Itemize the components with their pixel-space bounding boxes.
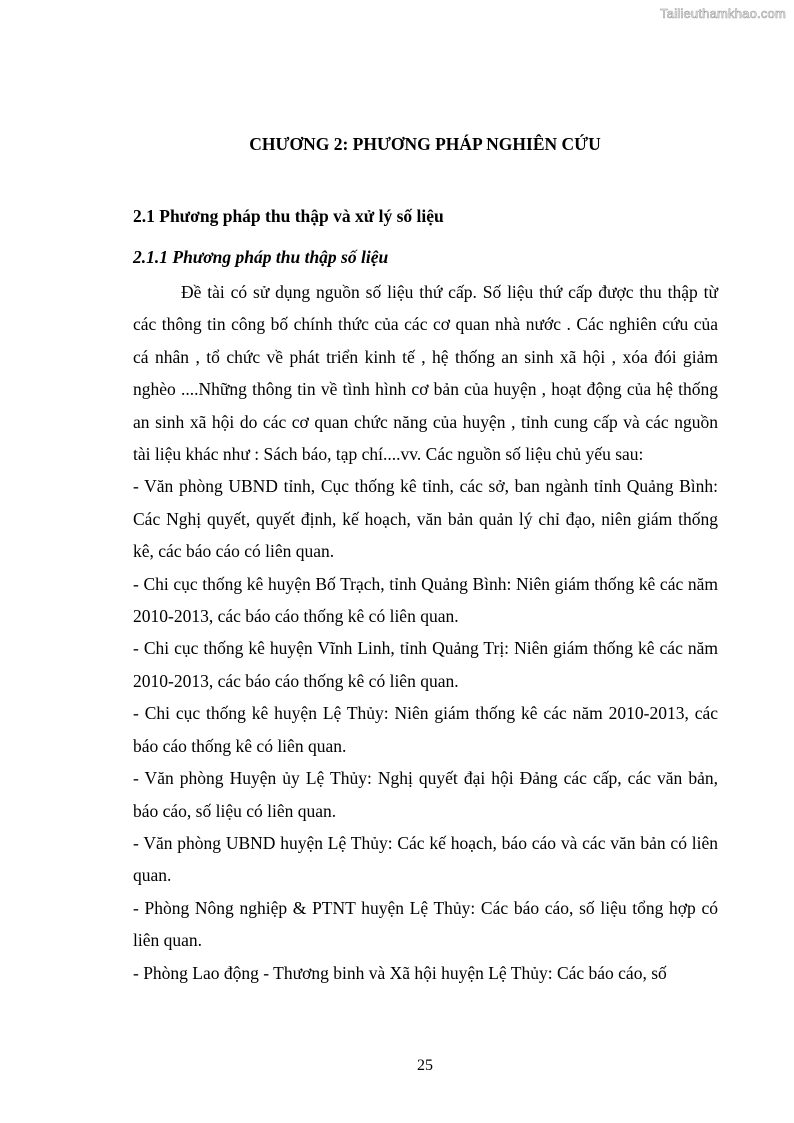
source-item: - Văn phòng UBND tỉnh, Cục thống kê tỉnh, các sở, ban ngành tỉnh Quảng Bình: Các Nghị quyết, quyết định, kế hoạch, văn bản quản lý chỉ đạo, niên giám thống kê, các báo cáo có liên quan. (133, 476, 718, 562)
section-heading: 2.1 Phương pháp thu thập và xử lý số liệu (133, 206, 444, 226)
source-item: - Chi cục thống kê huyện Lệ Thủy: Niên giám thống kê các năm 2010-2013, các báo cáo thống kê có liên quan. (133, 703, 718, 756)
intro-paragraph: Đề tài có sử dụng nguồn số liệu thứ cấp. Số liệu thứ cấp được thu thập từ các thông tin công bố chính thức của các cơ quan nhà nước . Các nghiên cứu của cá nhân , tổ chức về phát triển kinh tế , hệ thống an sinh xã hội , xóa đói giảm nghèo ....Những thông tin về tình hình cơ bản của huyện , hoạt động của hệ thống an sinh xã hội do các cơ quan chức năng của huyện , tỉnh cung cấp và các nguồn tài liệu khác như : Sách báo, tạp chí....vv. Các nguồn số liệu chủ yếu sau: (133, 282, 718, 465)
source-item: - Văn phòng Huyện ủy Lệ Thủy: Nghị quyết đại hội Đảng các cấp, các văn bản, báo cáo, số liệu có liên quan. (133, 768, 718, 821)
source-item: - Phòng Lao động - Thương binh và Xã hội huyện Lệ Thủy: Các báo cáo, số (133, 962, 667, 983)
source-item: - Phòng Nông nghiệp & PTNT huyện Lệ Thủy: Các báo cáo, số liệu tổng hợp có liên quan. (133, 897, 718, 951)
subsection-heading: 2.1.1 Phương pháp thu thập số liệu (133, 247, 389, 267)
watermark: Tailieuthamkhao.com (660, 6, 786, 21)
body-text (133, 276, 718, 989)
source-item: - Chi cục thống kê huyện Bố Trạch, tỉnh Quảng Bình: Niên giám thống kê các năm 2010-2013, các báo cáo thống kê có liên quan. (133, 573, 718, 627)
source-item: - Văn phòng UBND huyện Lệ Thủy: Các kế hoạch, báo cáo và các văn bản có liên quan. (133, 832, 718, 886)
source-item: - Chi cục thống kê huyện Vĩnh Linh, tỉnh Quảng Trị: Niên giám thống kê các năm 2010-2013, các báo cáo thống kê có liên quan. (133, 638, 718, 691)
chapter-title: CHƯƠNG 2: PHƯƠNG PHÁP NGHIÊN CỨU (249, 134, 601, 154)
page-number: 25 (417, 1057, 433, 1074)
